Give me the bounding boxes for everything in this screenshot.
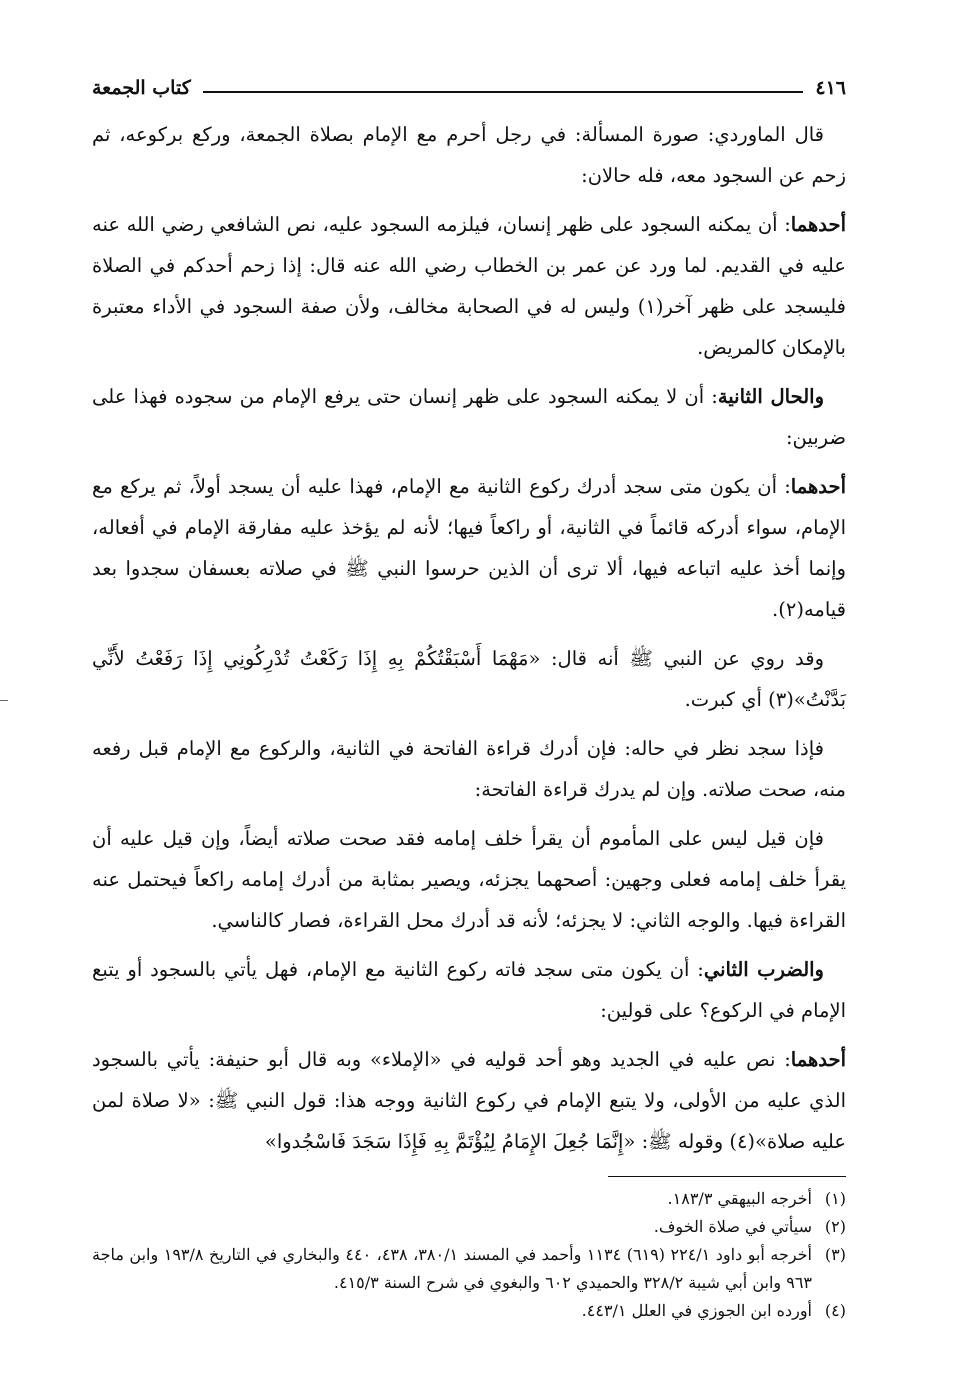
paragraph-lead: والحال الثانية [717,385,824,408]
footnote [92,1241,846,1297]
footnote-text: أخرجه البيهقي ١٨٣/٣. [667,1189,812,1208]
paragraph: أحدهما: نص عليه في الجديد وهو أحد قوليه في «الإملاء» وبه قال أبو حنيفة: يأتي بالسجود الذي عليه من الأولى، ولا يتبع الإمام في ركوع الثانية ووجه هذا: قول النبي ﷺ: «لا صلاة لمن عليه صلاة»(٤) وقوله ﷺ: «إِنَّمَا جُعِلَ الإِمَامُ لِيُؤْتَمَّ بِهِ فَإِذَا سَجَدَ فَاسْجُدوا» [92,1048,846,1153]
paragraph: قال الماوردي: صورة المسألة: في رجل أحرم مع الإمام بصلاة الجمعة، وركع بركوعه، ثم زحم عن السجود معه، فله حالان: [92,123,846,187]
footnote-text: أورده ابن الجوزي في العلل ٤٤٣/١. [581,1301,812,1320]
paragraph-lead: أحدهما [790,213,846,236]
header-rule [203,91,804,93]
paragraph: والضرب الثاني: أن يكون متى سجد فاته ركوع الثانية مع الإمام، فهل يأتي بالسجود أو يتبع الإمام في الركوع؟ على قولين: [92,958,846,1022]
page-number: ٤١٦ [815,77,846,99]
footnote-number: (٤) [824,1301,846,1320]
paragraph: فإذا سجد نظر في حاله: فإن أدرك قراءة الفاتحة في الثانية، والركوع مع الإمام قبل رفعه منه، صحت صلاته. وإن لم يدرك قراءة الفاتحة: [92,737,846,801]
page-header [92,74,846,102]
paragraph-lead: أحدهما [790,475,846,498]
book-title: كتاب الجمعة [92,77,191,99]
paragraph: أحدهما: أن يكون متى سجد أدرك ركوع الثانية مع الإمام، فهذا عليه أن يسجد أولاً، ثم يركع مع الإمام، سواء أدركه قائماً في الثانية، أو راكعاً فيها؛ لأنه لم يؤخذ عليه مفارقة الإمام في أفعاله، وإنما أخذ عليه اتباعه فيها، ألا ترى أن الذين حرسوا النبي ﷺ في صلاته بعسفان سجدوا بعد قيامه(٢). [92,475,846,621]
paragraph: أحدهما: أن يمكنه السجود على ظهر إنسان، فيلزمه السجود عليه، نص الشافعي رضي الله عنه عليه في القديم. لما ورد عن عمر بن الخطاب رضي الله عنه قال: إذا زحم أحدكم في الصلاة فليسجد على ظهر آخر(١) وليس له في الصحابة مخالف، ولأن صفة السجود في الأداء معتبرة بالإمكان كالمريض. [92,213,846,359]
paragraph-lead: والضرب الثاني [703,958,824,981]
footnote-number: (١) [824,1189,846,1208]
footnote-text: سيأتي في صلاة الخوف. [653,1217,812,1236]
footnote [92,1213,846,1241]
main-text [92,114,846,1162]
paragraph: وقد روي عن النبي ﷺ أنه قال: «مَهْمَا أَسْبَقْتُكُمْ بِهِ إِذَا رَكَعْتُ تُدْرِكُونِي إِذَا رَفَعْتُ لأَنِّي بَدَّنْتُ»(٣) أي كبرت. [92,647,846,711]
footnote-separator [608,1176,846,1177]
footnotes [92,1185,846,1325]
paragraph: والحال الثانية: أن لا يمكنه السجود على ظهر إنسان حتى يرفع الإمام من سجوده فهذا على ضربين: [92,385,846,449]
footnote [92,1185,846,1213]
footnote-number: (٢) [824,1217,846,1236]
footnote-number: (٣) [824,1245,846,1264]
footnote-text: أخرجه أبو داود ٢٢٤/١ (٦١٩) ١١٣٤ وأحمد في المسند ٣٨٠/١، ٤٣٨، ٤٤٠ والبخاري في التاريخ ١٩٣/٨ وابن ماجة ٩٦٣ وابن أبي شيبة ٣٢٨/٢ والحميدي ٦٠٢ والبغوي في شرح السنة ٤١٥/٣. [92,1245,813,1292]
paragraph-lead: أحدهما [790,1048,846,1071]
scan-edge-mark [0,700,8,701]
footnote [92,1297,846,1325]
paragraph: فإن قيل ليس على المأموم أن يقرأ خلف إمامه فقد صحت صلاته أيضاً، وإن قيل عليه أن يقرأ خلف إمامه فعلى وجهين: أصحهما يجزئه، ويصير بمثابة من أدرك إمامه راكعاً فيحتمل عنه القراءة فيها. والوجه الثاني: لا يجزئه؛ لأنه قد أدرك محل القراءة، فصار كالناسي. [92,827,846,932]
